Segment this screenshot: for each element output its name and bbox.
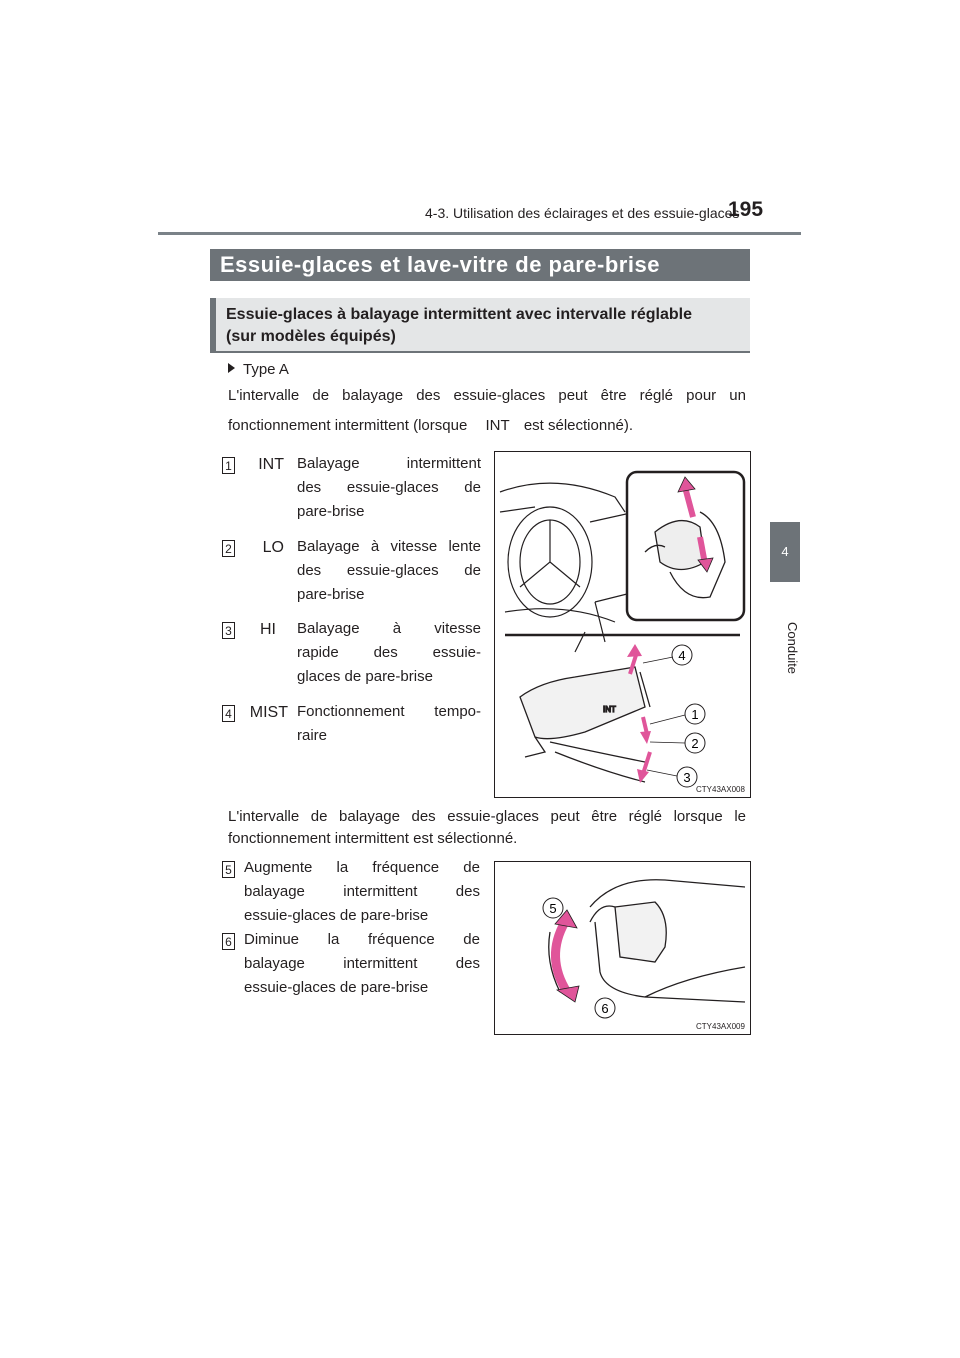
position-desc-int	[297, 452, 481, 524]
figure-interval-ring	[494, 861, 751, 1035]
header-divider	[158, 232, 801, 235]
desc-line: Augmente la fréquence de	[244, 859, 480, 876]
desc-line: Balayage à vitesse	[297, 620, 481, 637]
position-label-int: INT	[258, 456, 284, 473]
position-desc-mist	[297, 700, 481, 748]
position-label-mist: MIST	[249, 704, 288, 721]
desc-line: Fonctionnement tempo-	[297, 703, 481, 720]
page-number: 195	[728, 198, 764, 221]
main-title: Essuie-glaces et lave-vitre de pare-brise	[210, 249, 750, 281]
callout-number-6: 6	[222, 933, 235, 950]
adjust-desc-decrease	[244, 928, 480, 1000]
desc-line: essuie-glaces de pare-brise	[244, 907, 429, 924]
sub-title-divider	[210, 351, 750, 353]
intro-line-1: L'intervalle de balayage des essuie-glaces peut être réglé pour un	[228, 387, 746, 404]
desc-line: essuie-glaces de pare-brise	[244, 979, 429, 996]
callout-number-5: 5	[222, 861, 235, 878]
desc-line: Diminue la fréquence de	[244, 931, 480, 948]
desc-line: balayage intermittent des	[244, 955, 480, 972]
callout-number-3: 3	[222, 622, 235, 639]
callout-4: 4	[678, 648, 686, 663]
callout-2: 2	[691, 736, 699, 751]
desc-line: rapide des essuie-	[297, 644, 481, 661]
intro-line-2	[228, 417, 633, 434]
figure1-caption: CTY43AX008	[696, 785, 745, 794]
desc-line: des essuie-glaces de	[297, 562, 481, 579]
chapter-label: Conduite	[785, 621, 800, 675]
desc-line: raire	[297, 727, 328, 744]
callout-1: 1	[691, 707, 699, 722]
callout-3: 3	[683, 770, 691, 785]
callout-number-1: 1	[222, 457, 235, 474]
interval-line-2: fonctionnement intermittent est sélectionné.	[228, 830, 518, 847]
position-label-hi: HI	[260, 621, 276, 638]
chapter-tab[interactable]: 4	[770, 522, 800, 582]
callout-number-2: 2	[222, 540, 235, 557]
interval-line-1: L'intervalle de balayage des essuie-glaces peut être réglé lorsque le	[228, 808, 746, 825]
type-label: Type A	[243, 361, 289, 378]
callout-5: 5	[549, 901, 557, 916]
type-heading	[228, 361, 289, 378]
interval-ring-illustration	[495, 862, 750, 1034]
figure-wiper-lever	[494, 451, 751, 798]
figure2-caption: CTY43AX009	[696, 1022, 745, 1031]
sub-title	[210, 298, 750, 351]
sub-title-line-1: Essuie-glaces à balayage intermittent avec intervalle réglable	[226, 306, 692, 323]
callout-6: 6	[601, 1001, 609, 1016]
desc-line: balayage intermittent des	[244, 883, 480, 900]
desc-line: Balayage intermittent	[297, 455, 481, 472]
adjust-desc-increase	[244, 856, 480, 928]
position-label-lo: LO	[262, 539, 284, 556]
lever-int-mark: INT	[603, 705, 616, 714]
triangle-bullet-icon	[228, 363, 235, 373]
intro-line-2-after: est sélectionné).	[523, 417, 634, 434]
position-desc-lo	[297, 535, 481, 607]
sub-title-line-2: (sur modèles équipés)	[226, 328, 396, 345]
section-title: 4-3. Utilisation des éclairages et des essuie-glaces	[425, 205, 740, 221]
desc-line: glaces de pare-brise	[297, 668, 433, 685]
position-desc-hi	[297, 617, 481, 689]
desc-line: des essuie-glaces de	[297, 479, 481, 496]
desc-line: pare-brise	[297, 503, 365, 520]
callout-number-4: 4	[222, 705, 235, 722]
wiper-lever-illustration	[495, 452, 750, 797]
desc-line: Balayage à vitesse lente	[297, 538, 481, 555]
intro-line-2-before: fonctionnement intermittent (lorsque	[228, 417, 468, 434]
int-inline-label: INT	[485, 417, 510, 434]
desc-line: pare-brise	[297, 586, 365, 603]
